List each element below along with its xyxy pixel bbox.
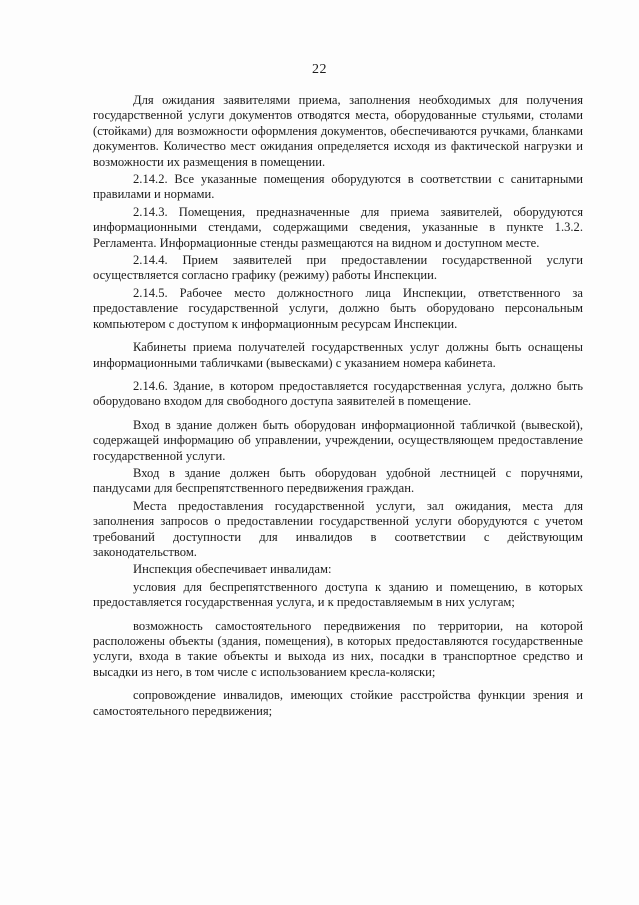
paragraph-2-14-2: 2.14.2. Все указанные помещения оборудуются в соответствии с санитарными правилами и нормами. bbox=[93, 172, 583, 202]
paragraph-escort: сопровождение инвалидов, имеющих стойкие расстройства функции зрения и самостоятельного передвижения; bbox=[93, 688, 583, 718]
paragraph-inspection-provides: Инспекция обеспечивает инвалидам: bbox=[133, 562, 332, 577]
page-content bbox=[93, 93, 583, 719]
paragraph-entrance-sign: Вход в здание должен быть оборудован информационной табличкой (вывеской), содержащей информацию об управлении, учреждении, осуществляющем предоставление государственной услуги. bbox=[93, 417, 583, 463]
paragraph-2-14-5: 2.14.5. Рабочее место должностного лица Инспекции, ответственного за предоставление государственной услуги, должно быть оборудовано персональным компьютером с доступом к информационным ресурсам Инспекции. bbox=[93, 285, 583, 331]
page-number: 22 bbox=[312, 62, 327, 77]
paragraph-access-conditions: условия для беспрепятственного доступа к зданию и помещению, в которых предоставляется государственная услуга, и к предоставляемым в них услугам; bbox=[93, 579, 583, 610]
paragraph-independent-movement: возможность самостоятельного передвижения по территории, на которой расположены объекты (здания, помещения), в которых предоставляются государственные услуги, входа в такие объекты и выхода из них, посадки в транспортное средство и высадки из него, в том числе с использованием кресла-коляски; bbox=[93, 618, 583, 679]
paragraph-accessibility: Места предоставления государственной услуги, зал ожидания, места для заполнения запросов о предоставлении государственной услуги оборудуются с учетом требований доступности для инвалидов в соответствии с действующим законодательством. bbox=[93, 498, 583, 559]
paragraph-office-signs: Кабинеты приема получателей государственных услуг должны быть оснащены информационными табличками (вывесками) с указанием номера кабинета. bbox=[93, 340, 583, 370]
paragraph-2-14-3: 2.14.3. Помещения, предназначенные для приема заявителей, оборудуются информационными стендами, содержащими сведения, указанные в пункте 1.3.2. Регламента. Информационные стенды размещаются на видном и доступном месте. bbox=[93, 204, 583, 250]
paragraph-2-14-4: 2.14.4. Прием заявителей при предоставлении государственной услуги осуществляется согласно графику (режиму) работы Инспекции. bbox=[93, 253, 583, 283]
paragraph-waiting-areas: Для ожидания заявителями приема, заполнения необходимых для получения государственной услуги документов отводятся места, оборудованные стульями, столами (стойками) для возможности оформления документов, обеспечиваются ручками, бланками документов. Количество мест ожидания определяется исходя из фактической нагрузки и возможности их размещения в помещении. bbox=[93, 93, 583, 169]
paragraph-entrance-stairs: Вход в здание должен быть оборудован удобной лестницей с поручнями, пандусами для беспрепятственного передвижения граждан. bbox=[93, 465, 583, 496]
paragraph-2-14-6: 2.14.6. Здание, в котором предоставляется государственная услуга, должно быть оборудовано входом для свободного доступа заявителей в помещение. bbox=[93, 378, 583, 409]
